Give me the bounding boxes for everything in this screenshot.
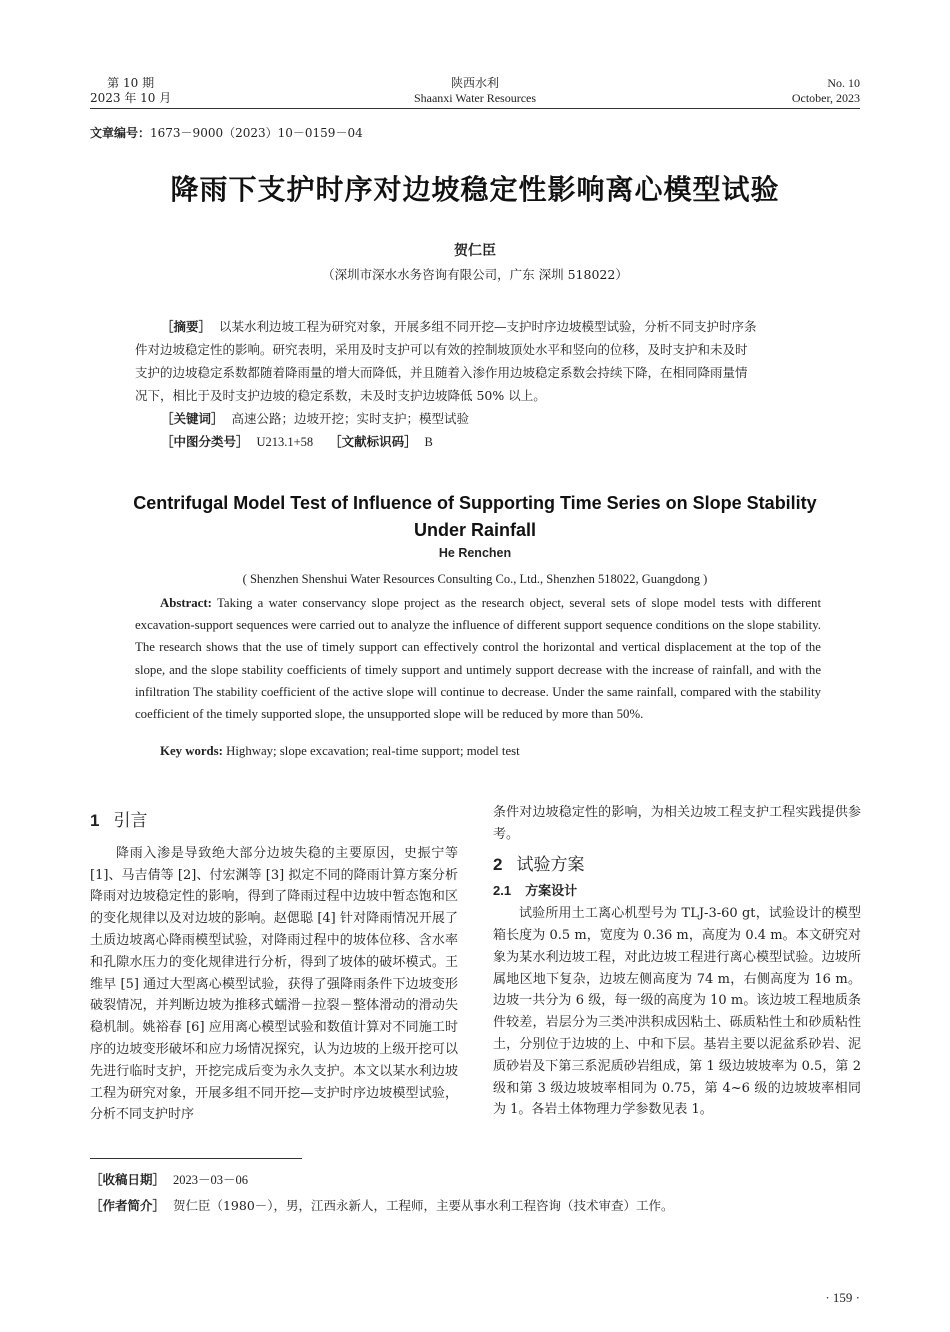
title-en-line-2: Under Rainfall [413, 520, 537, 540]
section-heading-2 [493, 854, 861, 877]
section-number: 2 [493, 854, 503, 874]
abstract-cn-label: ［摘要］ [161, 319, 212, 334]
author-bio-label: ［作者简介］ [90, 1198, 166, 1213]
keywords-cn-value: 高速公路；边坡开挖；实时支护；模型试验 [231, 411, 469, 426]
keywords-en-value: Highway; slope excavation; real-time support; model test [226, 744, 520, 758]
clc-value: U213.1+58 [256, 435, 314, 449]
affiliation-en: ( Shenzhen Shenshui Water Resources Consulting Co., Ltd., Shenzhen 518022, Guangdong ) [242, 572, 708, 586]
keywords-en [160, 744, 520, 759]
footnote-received [90, 1170, 248, 1188]
subsection-title: 方案设计 [525, 884, 578, 900]
keywords-en-label: Key words: [160, 744, 223, 758]
journal-name-en: Shaanxi Water Resources [413, 91, 537, 105]
footnote-rule [90, 1158, 302, 1159]
clc-label: ［中图分类号］ [161, 434, 249, 449]
received-label: ［收稿日期］ [90, 1172, 166, 1187]
header-issue-en [792, 76, 860, 106]
author-bio-text: 贺仁臣（1980－），男，江西永新人，工程师，主要从事水利工程咨询（技术审查）工作。 [172, 1198, 674, 1213]
abstract-en [135, 592, 821, 725]
title-en [0, 490, 950, 544]
section-2-paragraph: 试验所用土工离心机型号为 TLJ-3-60 gt，试验设计的模型箱长度为 0.5 m，宽度为 0.36 m，高度为 0.4 m。本文研究对象为某水利边坡工程，对此边坡工程进行离心模型试验。边坡所属地区地下复杂，边坡左侧高度为 74 m，右侧高度为 16 m。边坡一共分为 6 级，每一级的高度为 10 m。该边坡工程地质条件较差，岩层分为三类冲洪积成因粘土、砾质粘性土和砂质粘性土，分别位于边坡的上、中和下层。基岩主要以泥盆系砂岩、泥质砂岩及下第三系泥质砂岩组成，第 1 级边坡坡率为 0.5，第 2 级和第 3 级边坡坡率相同为 0.75，第 4~6 级的边坡坡率相同为 1。各岩土体物理力学参数见表 1。 [493, 906, 861, 1118]
section-1-paragraph-continued: 条件对边坡稳定性的影响，为相关边坡工程支护工程实践提供参考。 [493, 805, 861, 842]
author-cn: 贺仁臣 [454, 243, 496, 259]
header-issue-number: 第 10 期 [107, 76, 155, 90]
doc-code-label: ［文献标识码］ [329, 434, 417, 449]
section-title: 引言 [113, 811, 148, 831]
section-title: 试验方案 [516, 854, 585, 875]
abstract-cn-line: 支护的边坡稳定系数都随着降雨量的增大而降低，并且随着入渗作用边坡稳定系数会持续下降，在相同降雨量情 [135, 365, 748, 380]
affiliation-cn: （深圳市深水水务咨询有限公司，广东 深圳 518022） [322, 267, 628, 282]
header-issue-number-en: No. 10 [827, 76, 860, 90]
header-rule [90, 108, 860, 109]
section-heading-1 [90, 810, 458, 833]
footnote-author-bio [90, 1196, 674, 1214]
article-number-value: 1673－9000（2023）10－0159－04 [150, 126, 363, 140]
title-en-line-1: Centrifugal Model Test of Influence of Supporting Time Series on Slope Stability [133, 493, 817, 513]
article-number [90, 124, 363, 141]
author-en: He Renchen [438, 546, 512, 560]
abstract-cn-line: ［摘要］ 以某水利边坡工程为研究对象，开展多组不同开挖—支护时序边坡模型试验，分析不同支护时序条 [161, 319, 757, 334]
subsection-number: 2.1 [493, 883, 512, 899]
abstract-en-label: Abstract: [160, 596, 212, 610]
article-number-label: 文章编号： [90, 126, 151, 140]
abstract-en-text: Taking a water conservancy slope project as the research object, several sets of slope model tests with different excavation-support sequences were carried out to analyze the influence of different support sequence conditions on the slope stability. The research shows that the use of timely support can effectively control the horizontal and vertical displacement at the top of the slope, and the slope stability coefficients of timely support and untimely support decrease with the increase of rainfall, and with the infiltration The stability coefficient of the active slope will continue to decrease. Under the same rainfall, compared with the stability coefficient of the timely supported slope, the unsupported slope will be reduced by more than 50%. [135, 596, 822, 722]
keywords-cn [135, 407, 821, 430]
abstract-cn-line: 况下，相比于及时支护边坡的稳定系数，未及时支护边坡降低 50% 以上。 [135, 388, 546, 403]
section-1-paragraph: 降雨入渗是导致绝大部分边坡失稳的主要原因，史振宁等 [1]、马吉倩等 [2]、付宏渊等 [3] 拟定不同的降雨计算方案分析降雨对边坡稳定性的影响，得到了降雨过程中边坡中暂态饱和区的变化规律以及对边坡的影响。赵偲聪 [4] 针对降雨情况开展了土质边坡离心降雨模型试验，对降雨过程中的坡体位移、含水率和孔隙水压力的变化规律进行分析，得到了坡体的破坏模式。王维早 [5] 通过大型离心模型试验，获得了强降雨条件下边坡变形破裂情况，并判断边坡为推移式蠕滑－拉裂－整体滑动的滑动失稳机制。姚裕春 [6] 应用离心模型试验和数值计算对不同施工时序的边坡变形破坏和应力场情况探究，认为边坡的上级开挖可以先进行临时支护，开挖完成后变为永久支护。本文以某水利边坡工程为研究对象，开展多组不同开挖—支护时序边坡模型试验，分析不同支护时序 [90, 845, 458, 1123]
classification [135, 430, 821, 454]
keywords-cn-label: ［关键词］ [161, 411, 224, 426]
doc-code-value: B [424, 435, 433, 449]
header-issue-date: 2023 年 10 月 [90, 91, 172, 105]
abstract-cn-line: 件对边坡稳定性的影响。研究表明，采用及时支护可以有效的控制坡顶处水平和竖向的位移，及时支护和未及时 [135, 342, 748, 357]
subsection-heading-2-1 [493, 880, 861, 903]
column-left [90, 810, 458, 1126]
header-issue-date-en: October, 2023 [791, 91, 860, 105]
page-number: · 159 · [825, 1290, 860, 1305]
journal-name-cn: 陕西水利 [450, 76, 499, 90]
abstract-cn [135, 315, 821, 454]
column-right [493, 802, 861, 1121]
title-cn: 降雨下支护时序对边坡稳定性影响离心模型试验 [170, 173, 780, 206]
section-number: 1 [90, 811, 100, 830]
received-date: 2023－03－06 [172, 1173, 248, 1187]
